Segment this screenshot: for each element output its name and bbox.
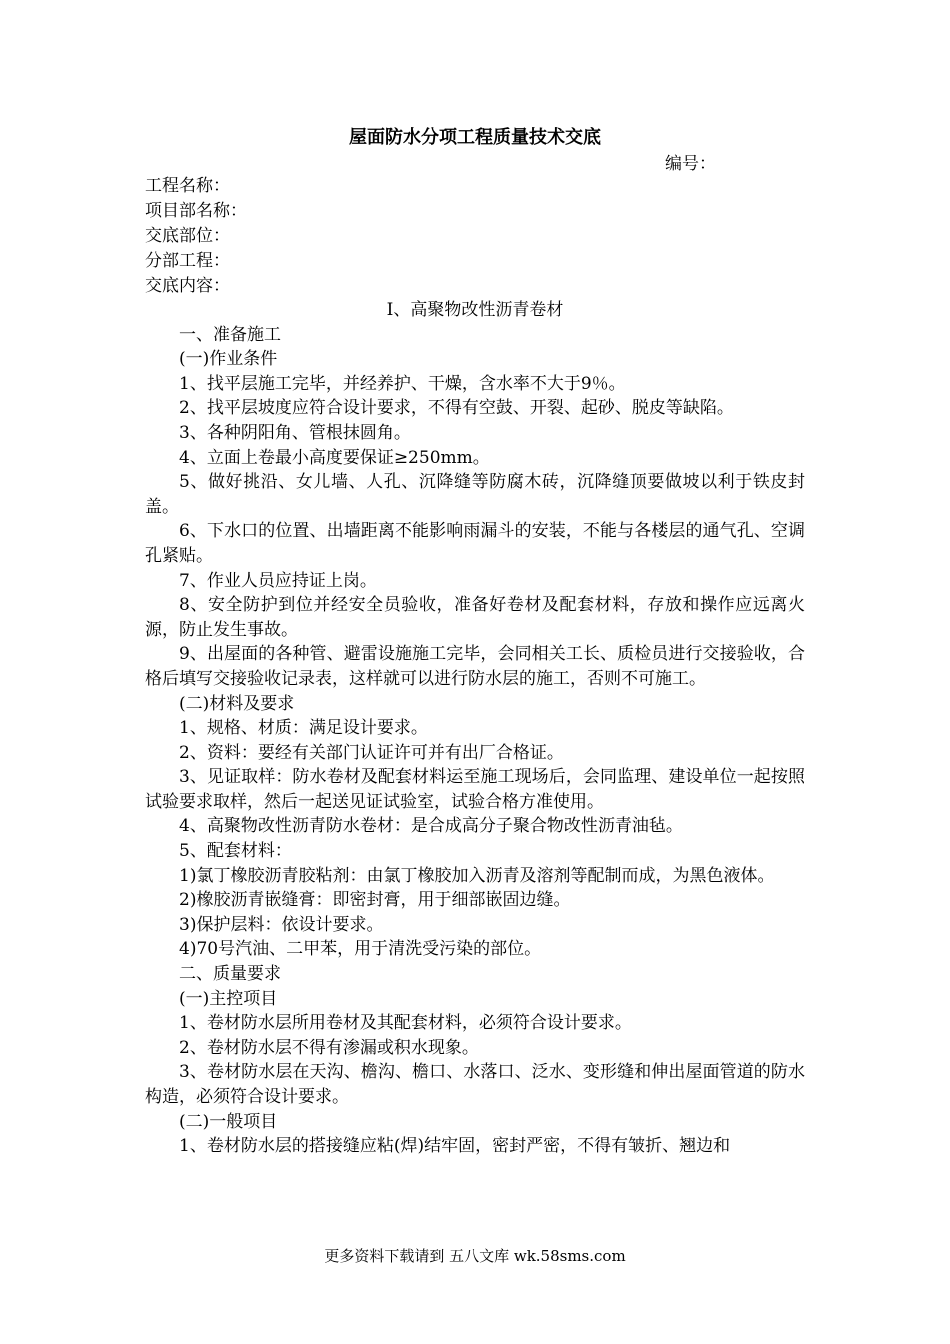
paragraph: 1)氯丁橡胶沥青胶粘剂：由氯丁橡胶加入沥青及溶剂等配制而成，为黑色液体。 [179,865,775,886]
paragraph: 2、找平层坡度应符合设计要求，不得有空鼓、开裂、起砂、脱皮等缺陷。 [179,398,734,419]
paragraph: 5、做好挑沿、女儿墙、人孔、沉降缝等防腐木砖，沉降缝顶要做坡以利于铁皮封盖。 [145,472,805,517]
paragraph: 3、各种阴阳角、管根抹圆角。 [179,422,411,443]
footer-text: 更多资料下载请到 五八文库 wk.58sms.com [324,1247,626,1265]
paragraph: 3、卷材防水层在天沟、檐沟、檐口、水落口、泛水、变形缝和伸出屋面管道的防水构造，必须符合设计要求。 [145,1062,805,1107]
paragraph: 3、见证取样：防水卷材及配套材料运至施工现场后，会同监理、建设单位一起按照试验要求取样，然后一起送见证试验室，试验合格方准使用。 [145,767,805,812]
paragraph: (一)作业条件 [179,349,278,370]
paragraph: 3)保护层料：依设计要求。 [179,914,384,935]
paragraph: 9、出屋面的各种管、避雷设施施工完毕，会同相关工长、质检员进行交接验收，合格后填写交接验收记录表，这样就可以进行防水层的施工，否则不可施工。 [145,644,805,689]
paragraph: 8、安全防护到位并经安全员验收，准备好卷材及配套材料，存放和操作应远离火源，防止发生事故。 [145,595,805,640]
paragraph: (二)一般项目 [179,1111,278,1132]
division-label: 分部工程： [145,251,230,271]
project-name-label: 工程名称： [145,176,230,196]
paragraph: 2)橡胶沥青嵌缝膏：即密封膏，用于细部嵌固边缝。 [179,890,571,911]
paragraph: 1、卷材防水层的搭接缝应粘(焊)结牢固，密封严密，不得有皱折、翘边和 [179,1136,731,1157]
paragraph: 4、立面上卷最小高度要保证≥250mm。 [179,447,490,468]
section-title: Ⅰ、高聚物改性沥青卷材 [386,300,564,320]
content-label: 交底内容： [145,276,230,296]
paragraph: 一、准备施工 [179,324,281,345]
department-name-label: 项目部名称： [145,201,247,221]
location-label: 交底部位： [145,226,230,246]
paragraph: 6、下水口的位置、出墙距离不能影响雨漏斗的安装，不能与各楼层的通气孔、空调孔紧贴。 [145,521,805,566]
paragraph: 1、找平层施工完毕，并经养护、干燥，含水率不大于9％。 [179,373,626,394]
document-title: 屋面防水分项工程质量技术交底 [349,127,601,148]
paragraph: 2、卷材防水层不得有渗漏或积水现象。 [179,1037,479,1058]
paragraph: 4、高聚物改性沥青防水卷材：是合成高分子聚合物改性沥青油毡。 [179,816,683,837]
paragraph: 1、卷材防水层所用卷材及其配套材料，必须符合设计要求。 [179,1013,632,1034]
paragraph: 1、规格、材质：满足设计要求。 [179,718,428,739]
paragraph: 5、配套材料： [179,841,292,862]
paragraph: 4)70号汽油、二甲苯，用于清洗受污染的部位。 [179,939,542,960]
code-label: 编号： [665,154,716,174]
paragraph: (一)主控项目 [179,988,278,1009]
document-body [145,298,805,1159]
paragraph: 2、资料：要经有关部门认证许可并有出厂合格证。 [179,742,564,763]
paragraph: (二)材料及要求 [179,693,295,714]
paragraph: 二、质量要求 [179,964,281,985]
paragraph: 7、作业人员应持证上岗。 [179,570,377,591]
